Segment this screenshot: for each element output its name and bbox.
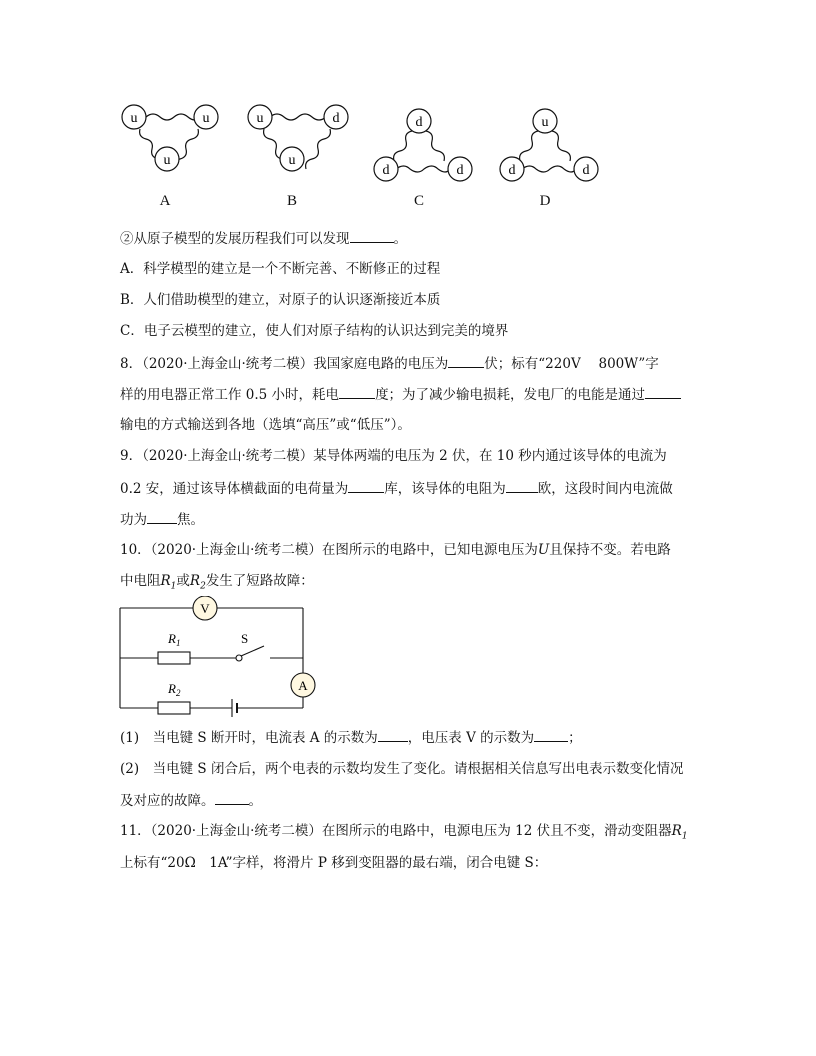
q7-stem: ②从原子模型的发展历程我们可以发现 。 — [120, 231, 407, 247]
resistor-r1 — [158, 652, 190, 664]
switch-label: S — [241, 631, 249, 646]
answer-blank[interactable] — [348, 479, 384, 493]
quark-a-left: u — [130, 111, 138, 126]
switch-blade — [241, 646, 264, 656]
answer-blank[interactable] — [534, 728, 568, 742]
quark-b-bottom: u — [288, 153, 296, 168]
answer-blank[interactable] — [645, 385, 681, 399]
resistor-r2 — [158, 702, 190, 714]
q10-line2: 中电阻$R_1$或$R_2$发生了短路故障： — [120, 573, 314, 592]
quark-diagram-c — [374, 109, 472, 181]
r1-label: $R_1$ — [168, 631, 181, 648]
quark-diagrams — [0, 95, 816, 195]
q8-line3: 输电的方式输送到各地（选填“高压”或“低压”）。 — [120, 417, 411, 433]
q9-line1: 9．（2020·上海金山·统考二模）某导体两端的电压为 2 伏，在 10 秒内通过该导体的电流为 — [120, 448, 667, 464]
circuit-diagram — [110, 596, 320, 726]
quark-d-left: d — [508, 163, 516, 178]
ammeter-label: A — [298, 678, 308, 693]
quark-b-left: u — [256, 111, 264, 126]
q7-option-b: B．人们借助模型的建立，对原子的认识逐渐接近本质 — [120, 292, 441, 308]
q11-line2: 上标有“20Ω 1A”字样，将滑片 P 移到变阻器的最右端，闭合电键 S： — [120, 855, 548, 871]
quark-diagram-d — [500, 109, 598, 181]
diagram-label-c: C — [413, 193, 424, 209]
answer-blank[interactable] — [215, 791, 249, 805]
r2-label: $R_2$ — [168, 681, 181, 698]
quark-c-top: d — [415, 115, 423, 130]
quark-d-right: d — [582, 163, 590, 178]
q11-line1: 11．（2020·上海金山·统考二模）在图所示的电路中，电源电压为 12 伏且不变，滑动变阻器$R_1$ — [120, 823, 688, 842]
diagram-label-b: B — [286, 193, 297, 209]
answer-blank[interactable] — [506, 479, 538, 493]
q9-line3: 功为 焦。 — [120, 512, 204, 528]
answer-blank[interactable] — [147, 510, 177, 524]
q10-sub2-line2: 及对应的故障。 。 — [120, 793, 262, 809]
q7-option-a: A．科学模型的建立是一个不断完善、不断修正的过程 — [120, 261, 441, 277]
diagram-label-a: A — [159, 193, 171, 209]
answer-blank[interactable] — [350, 229, 394, 243]
q7-option-c: C．电子云模型的建立，使人们对原子结构的认识达到完美的境界 — [120, 323, 509, 339]
q10-sub1: (1) 当电键 S 断开时，电流表 A 的示数为 ，电压表 V 的示数为 ； — [120, 730, 582, 746]
q8-line2: 样的用电器正常工作 0.5 小时，耗电 度；为了减少输电损耗，发电厂的电能是通过 — [120, 385, 681, 404]
quark-diagram-b — [248, 105, 348, 171]
answer-blank[interactable] — [378, 728, 408, 742]
quark-d-top: u — [541, 115, 549, 130]
quark-c-right: d — [456, 163, 464, 178]
answer-blank[interactable] — [448, 354, 484, 368]
quark-diagram-a — [122, 105, 218, 171]
voltmeter-label: V — [200, 601, 210, 616]
quark-b-right: d — [332, 111, 340, 126]
quark-a-top: u — [202, 111, 210, 126]
quark-c-left: d — [382, 163, 390, 178]
q8-line1: 8．（2020·上海金山·统考二模）我国家庭电路的电压为 伏；标有“220V 800W”字 — [120, 356, 659, 372]
q10-line1: 10．（2020·上海金山·统考二模）在图所示的电路中，已知电源电压为U且保持不变。若电路 — [120, 542, 671, 558]
q10-sub2-line1: (2) 当电键 S 闭合后，两个电表的示数均发生了变化。请根据相关信息写出电表示数变化情况 — [120, 761, 684, 777]
answer-blank[interactable] — [339, 385, 375, 399]
diagram-label-d: D — [539, 193, 551, 209]
q9-line2: 0.2 安，通过该导体横截面的电荷量为 库，该导体的电阻为 欧，这段时间内电流做 — [120, 481, 673, 497]
quark-a-bottom: u — [163, 153, 171, 168]
